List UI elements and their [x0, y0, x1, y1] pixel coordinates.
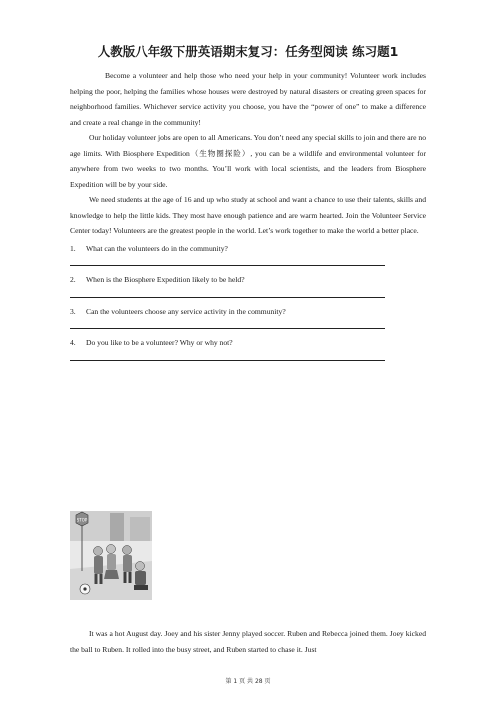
question-text: Can the volunteers choose any service activity in the community?: [86, 306, 286, 316]
page-footer: 第 1 页 共 28 页: [225, 678, 271, 685]
question-1: [70, 241, 426, 257]
question-number: 2.: [70, 275, 76, 284]
question-4: [70, 335, 426, 351]
passage-paragraph-1: Become a volunteer and help those who need your help in your community! Volunteer work includes helping the poor, helping the families whose houses were destroyed by natural disasters or creating green spaces for neighborhood families. Whichever service activity you choose, you have the “power of one” to make a difference and create a real change in the community!: [70, 71, 426, 127]
question-number: 1.: [70, 243, 76, 253]
question-2: [70, 272, 426, 288]
story-paragraph: It was a hot August day. Joey and his sister Jenny played soccer. Ruben and Rebecca joined them. Joey kicked the ball to Ruben. It rolled into the busy street, and Ruben started to chase it. Just: [70, 629, 426, 654]
page-title: 人教版八年级下册英语期末复习：任务型阅读 练习题1: [97, 44, 399, 59]
passage-paragraph-3: We need students at the age of 16 and up who study at school and want a chance to use their talents, skills and knowledge to help the little kids. They most have enough patience and are warm hearted. Join the Volunteer Service Center today! Volunteers are the greatest people in the world. Let’s work together to make the world a better place.: [70, 195, 426, 235]
stop-sign-text: STOP: [76, 517, 88, 523]
question-text: When is the Biosphere Expedition likely to be held?: [86, 275, 245, 284]
answer-line-4[interactable]: [70, 351, 385, 361]
question-number: 3.: [70, 306, 76, 316]
question-text: Do you like to be a volunteer? Why or why not?: [86, 338, 233, 347]
question-3: [70, 304, 426, 320]
answer-line-2[interactable]: [70, 288, 385, 298]
kids-street-illustration: [70, 511, 152, 600]
reading-passage: [70, 68, 426, 367]
passage-paragraph-2: Our holiday volunteer jobs are open to all Americans. You don’t need any special skills to join and there are no age limits. With Biosphere Expedition（生物圈探险）, you can be a wildlife and environmental volunteer for anywhere from two weeks to two months. You’ll work with local scientists, and the leaders from Biosphere Expedition will be by your side.: [70, 133, 426, 189]
answer-line-3[interactable]: [70, 319, 385, 329]
answer-line-1[interactable]: [70, 256, 385, 266]
question-text: What can the volunteers do in the community?: [86, 243, 228, 253]
question-number: 4.: [70, 338, 76, 347]
